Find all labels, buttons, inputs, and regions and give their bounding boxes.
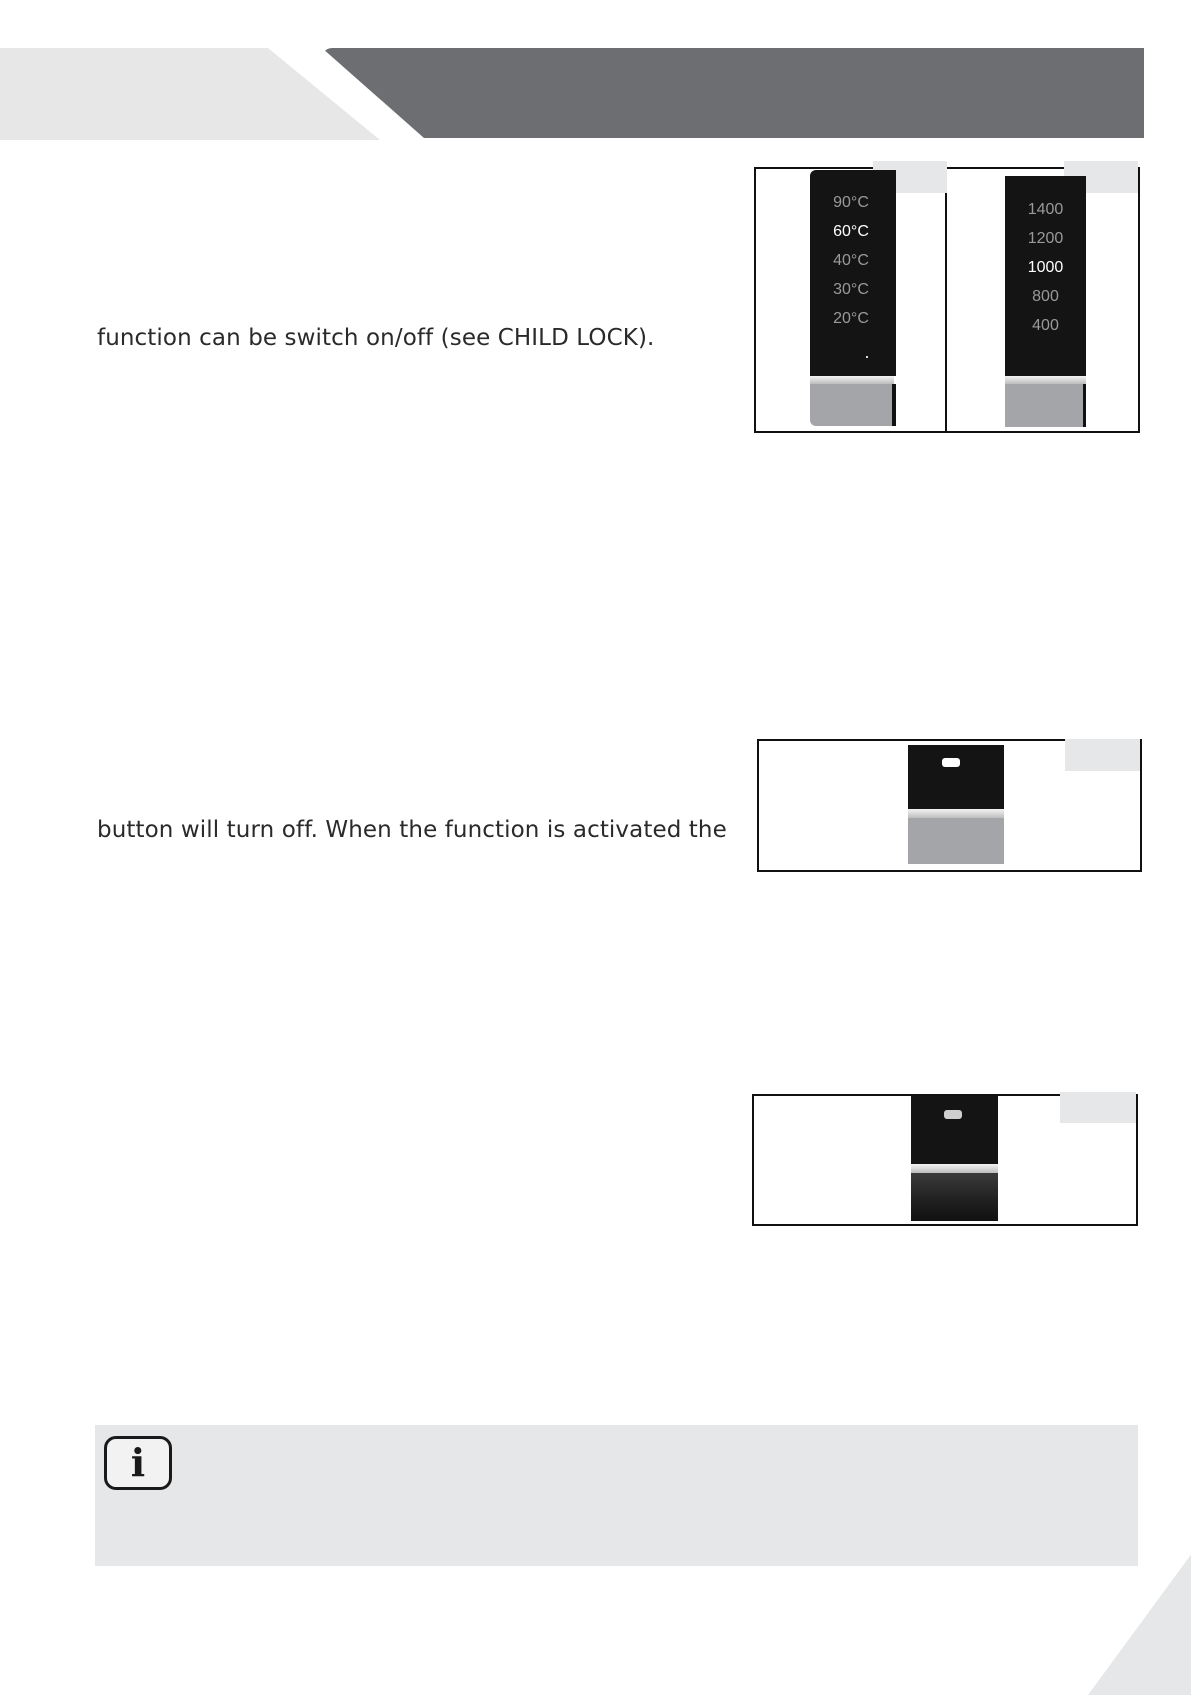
function-led-indicator <box>942 758 960 767</box>
spin-option[interactable]: 400 <box>1032 317 1059 334</box>
info-icon <box>104 1436 172 1490</box>
spin-button-edge <box>1083 384 1086 427</box>
function-button[interactable] <box>908 818 1004 864</box>
dark-led-indicator <box>944 1110 962 1119</box>
temperature-strip <box>810 376 894 384</box>
body-text-function-activated: button will turn off. When the function is activated the <box>97 817 727 843</box>
spin-button[interactable] <box>1005 384 1083 427</box>
temperature-button[interactable] <box>810 384 892 426</box>
dark-button[interactable] <box>911 1173 998 1221</box>
spin-option[interactable]: 1200 <box>1027 230 1064 247</box>
header-band-light <box>0 48 390 140</box>
temperature-option-selected[interactable]: 60°C <box>833 223 869 240</box>
spin-option[interactable]: 1400 <box>1027 201 1064 218</box>
spin-option[interactable]: 800 <box>1032 288 1059 305</box>
spin-option-selected[interactable]: 1000 <box>1027 259 1064 276</box>
temperature-option[interactable]: 30°C <box>833 281 869 298</box>
spin-strip <box>1005 376 1086 384</box>
temperature-option[interactable]: 90°C <box>833 194 869 211</box>
header-band-dark <box>322 48 1144 138</box>
temperature-option[interactable]: 20°C <box>833 310 869 327</box>
function-panel <box>908 745 1004 809</box>
function-strip <box>908 809 1004 818</box>
figure-tag-function <box>1065 739 1140 771</box>
info-glyph: i <box>130 1440 146 1485</box>
info-box <box>95 1425 1138 1566</box>
body-text-child-lock: function can be switch on/off (see CHILD LOCK). <box>97 325 655 351</box>
temperature-option[interactable]: 40°C <box>833 252 869 269</box>
figure-divider <box>945 167 947 433</box>
temperature-button-edge <box>892 384 896 426</box>
dark-panel <box>911 1096 998 1164</box>
page-corner-decoration <box>1088 1545 1191 1695</box>
temperature-dot <box>866 356 868 358</box>
dark-strip <box>911 1164 998 1173</box>
figure-tag-dark <box>1060 1092 1136 1123</box>
